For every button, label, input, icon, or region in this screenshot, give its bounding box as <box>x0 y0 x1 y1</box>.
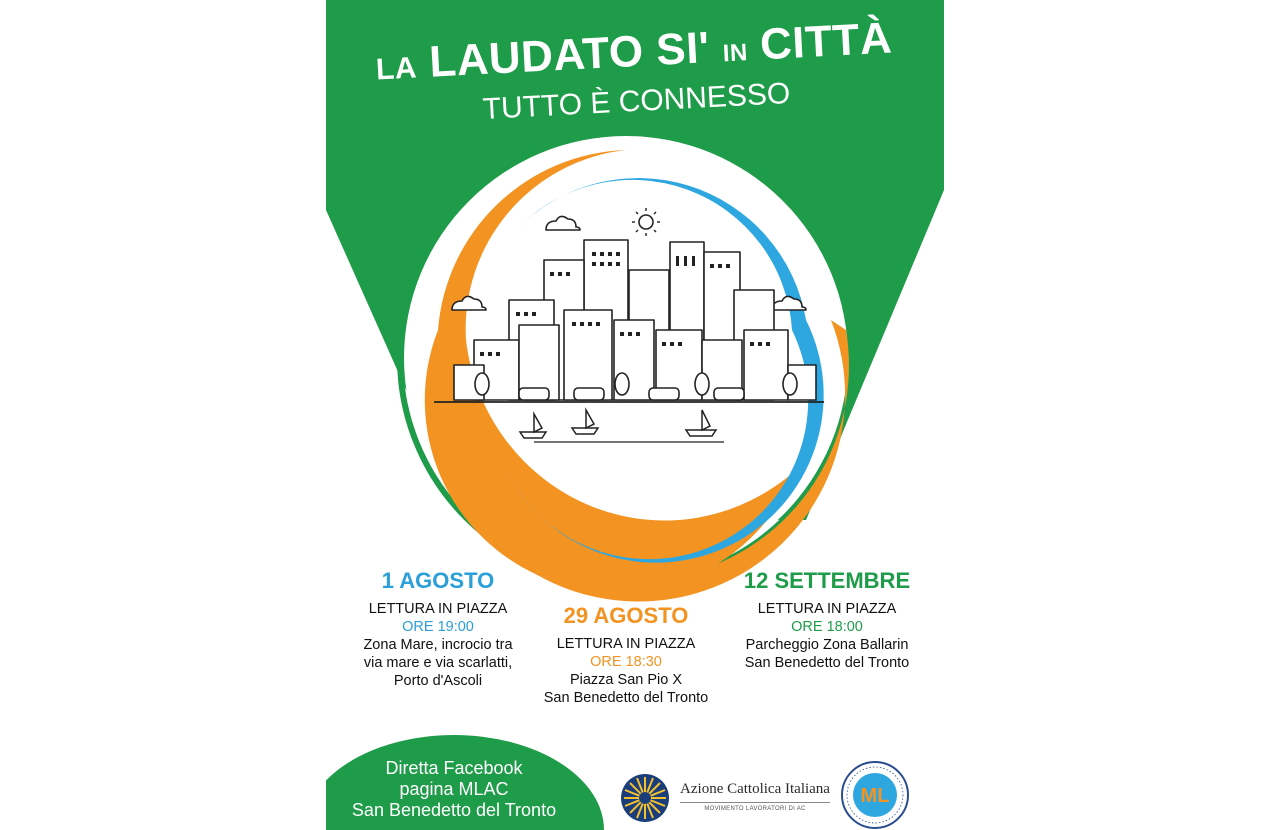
boat <box>572 428 598 434</box>
event-place-line: San Benedetto del Tronto <box>744 655 910 671</box>
title-subtitle: TUTTO È CONNESSO <box>481 76 792 126</box>
poster <box>326 0 944 830</box>
city-illustration <box>434 200 824 450</box>
car <box>714 388 744 400</box>
org-subtitle: MOVIMENTO LAVORATORI DI AC <box>704 806 806 812</box>
sun-icon <box>639 215 653 229</box>
building <box>744 330 788 400</box>
event-date: 1 AGOSTO <box>381 568 495 593</box>
event-date: 12 SETTEMBRE <box>743 568 911 593</box>
azione-cattolica-logo-icon <box>620 773 670 823</box>
fb-line: pagina MLAC <box>399 779 509 799</box>
event-kind: LETTURA IN PIAZZA <box>757 601 897 617</box>
title-la: LA <box>375 51 418 87</box>
event-2 <box>526 603 726 707</box>
event-place-line: Zona Mare, incrocio tra <box>363 637 513 653</box>
event-place-line: Piazza San Pio X <box>569 672 683 688</box>
tree <box>695 373 709 395</box>
fb-line: Diretta Facebook <box>385 758 523 778</box>
tree <box>475 373 489 395</box>
tree <box>783 373 797 395</box>
mlac-letters: ML <box>860 785 890 807</box>
event-kind: LETTURA IN PIAZZA <box>556 636 696 652</box>
event-kind: LETTURA IN PIAZZA <box>368 601 508 617</box>
title-in: IN <box>722 39 749 68</box>
event-3 <box>726 568 928 672</box>
title-citta: CITTÀ <box>758 13 894 70</box>
event-time: ORE 19:00 <box>402 619 474 635</box>
event-place-line: San Benedetto del Tronto <box>543 690 709 706</box>
event-place-line: Porto d'Ascoli <box>393 673 483 689</box>
cloud-icon <box>772 296 806 310</box>
event-1 <box>348 568 528 690</box>
event-date: 29 AGOSTO <box>563 603 689 628</box>
boat <box>686 430 716 436</box>
cloud-icon <box>546 216 580 230</box>
car <box>649 388 679 400</box>
event-place-line: Parcheggio Zona Ballarin <box>745 637 909 653</box>
car <box>519 388 549 400</box>
event-time: ORE 18:00 <box>791 619 863 635</box>
event-time: ORE 18:30 <box>590 654 662 670</box>
org-name: Azione Cattolica Italiana <box>680 781 830 803</box>
car <box>574 388 604 400</box>
title-laudato: LAUDATO SI' <box>428 23 712 87</box>
tree <box>615 373 629 395</box>
cloud-icon <box>452 296 486 310</box>
azione-cattolica-wordmark <box>680 781 830 812</box>
fb-line: San Benedetto del Tronto <box>351 800 557 820</box>
facebook-live-note <box>344 758 564 821</box>
boat <box>520 432 546 438</box>
mlac-logo-icon <box>840 760 910 830</box>
event-place-line: via mare e via scarlatti, <box>363 655 513 671</box>
